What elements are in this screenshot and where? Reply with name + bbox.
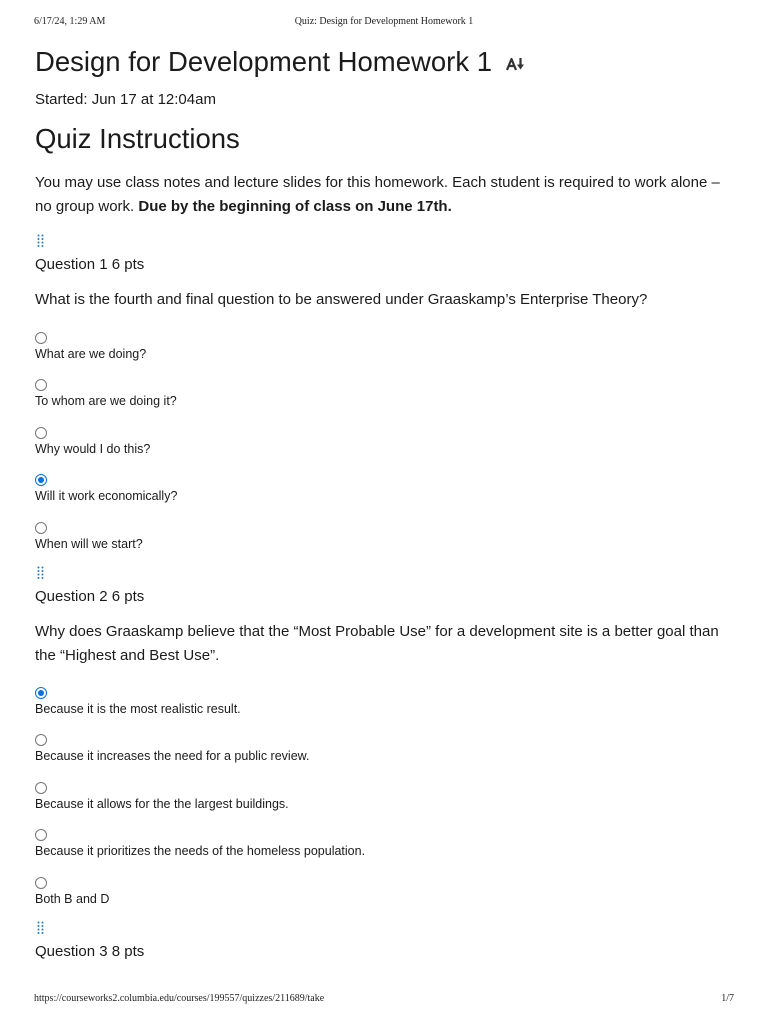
drag-handle-icon[interactable] (37, 921, 45, 935)
radio-button-selected[interactable] (35, 687, 47, 699)
page-title: Design for Development Homework 1 (35, 46, 492, 77)
radio-button[interactable] (35, 522, 47, 534)
question-2-text: Why does Graaskamp believe that the “Most Probable Use” for a development site is a better goal than the “Highest and Best Use”. (35, 623, 719, 664)
question-1-answer-1[interactable] (35, 332, 735, 366)
radio-button[interactable] (35, 379, 47, 391)
question-1-text: What is the fourth and final question to be answered under Graaskamp’s Enterprise Theory? (35, 291, 648, 308)
answer-label: Because it allows for the the largest buildings. (35, 797, 289, 811)
quiz-title-row (35, 46, 526, 80)
answer-label: What are we doing? (35, 347, 147, 361)
question-2-answer-2[interactable] (35, 734, 735, 768)
print-header (34, 16, 734, 30)
question-2-header: Question 2 6 pts (35, 588, 145, 605)
instructions-body: You may use class notes and lecture slides for this homework. Each student is required to work alone – no group work. (35, 174, 720, 215)
answer-label: Both B and D (35, 892, 110, 906)
question-2-answer-5[interactable] (35, 877, 735, 911)
started-timestamp: Started: Jun 17 at 12:04am (35, 91, 216, 108)
answer-label: When will we start? (35, 537, 143, 551)
radio-button[interactable] (35, 427, 47, 439)
radio-button[interactable] (35, 782, 47, 794)
print-page-title: Quiz: Design for Development Homework 1 (294, 16, 474, 27)
radio-button-selected[interactable] (35, 474, 47, 486)
answer-label: Because it is the most realistic result. (35, 702, 241, 716)
radio-button[interactable] (35, 332, 47, 344)
question-3-header: Question 3 8 pts (35, 943, 145, 960)
answer-label: Because it increases the need for a public review. (35, 749, 310, 763)
instructions-text (35, 171, 735, 219)
radio-button[interactable] (35, 734, 47, 746)
question-2-answer-3[interactable] (35, 782, 735, 816)
accessibility-text-icon[interactable] (506, 46, 526, 78)
radio-button[interactable] (35, 829, 47, 841)
print-url: https://courseworks2.columbia.edu/courses/199557/quizzes/211689/take (34, 993, 325, 1004)
answer-label: Because it prioritizes the needs of the homeless population. (35, 844, 366, 858)
question-1-answer-4[interactable] (35, 474, 735, 508)
print-footer (34, 993, 734, 1007)
question-1-answer-5[interactable] (35, 522, 735, 556)
answer-label: Will it work economically? (35, 489, 178, 503)
instructions-due-date: Due by the beginning of class on June 17th. (138, 198, 452, 215)
radio-button[interactable] (35, 877, 47, 889)
drag-handle-icon[interactable] (37, 566, 45, 580)
question-2-answer-1[interactable] (35, 687, 735, 721)
drag-handle-icon[interactable] (37, 234, 45, 248)
question-2-answer-4[interactable] (35, 829, 735, 863)
page-number: 1/7 (721, 993, 734, 1004)
question-1-header: Question 1 6 pts (35, 256, 145, 273)
print-date: 6/17/24, 1:29 AM (34, 16, 106, 27)
question-1-answer-2[interactable] (35, 379, 735, 413)
answer-label: To whom are we doing it? (35, 394, 177, 408)
instructions-heading: Quiz Instructions (35, 123, 240, 154)
question-1-answer-3[interactable] (35, 427, 735, 461)
answer-label: Why would I do this? (35, 442, 151, 456)
